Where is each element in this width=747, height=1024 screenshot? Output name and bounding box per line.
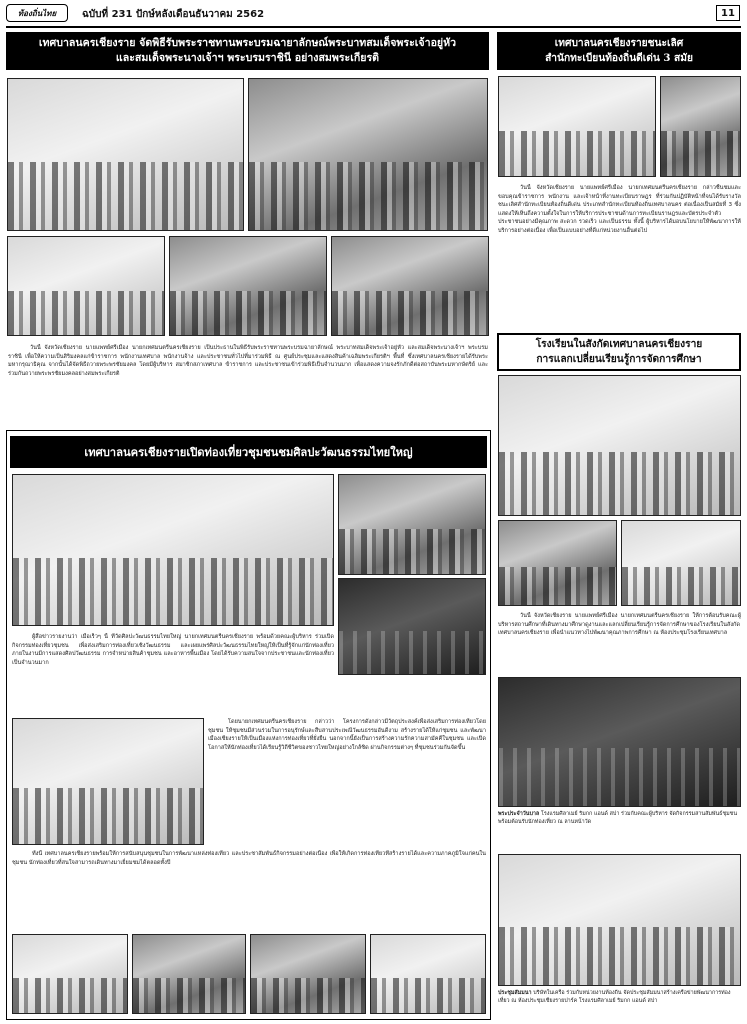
header-rule <box>6 26 741 28</box>
publication-logo: ท้องถิ่นไทย <box>6 4 68 22</box>
article2-photo-award <box>498 76 656 177</box>
article4-title-line1: โรงเรียนในสังกัดเทศบาลนครเชียงราย <box>535 338 703 350</box>
article4-photo-visit <box>498 375 741 516</box>
article1-photo-audience <box>331 236 489 336</box>
article3-photo-procession <box>132 934 246 1014</box>
article3-photo-crafts <box>250 934 366 1014</box>
masthead <box>6 4 741 24</box>
article4-headline <box>497 333 741 371</box>
article3-photo-pavilion <box>12 934 128 1014</box>
article2-headline <box>497 32 741 70</box>
caption2-text: บริษัทในเครือ ร่วมกับหน่วยงานท้องถิ่น จัดประชุมสัมมนาสร้างเครือข่ายพัฒนาการท่องเที่ยว ณ ห้องประชุมเชียงรายปาร์ค โรงแรมศิลาเมย์ ริมกก แอนด์ สปา <box>498 990 731 1004</box>
article3-body-side: โดยนายกเทศมนตรีนครเชียงราย กล่าวว่า โครงการดังกล่าวมีวัตถุประสงค์เพื่อส่งเสริมการท่องเที่ยวโดยชุมชน ให้ชุมชนมีส่วนร่วมในการอนุรักษ์และสืบสานประเพณีวัฒนธรรมอันดีงาม สร้างรายได้ให้แก่ชุมชน และพัฒนาเมืองเชียงรายให้เป็นเมืองแห่งการท่องเที่ยวที่ยั่งยืน นอกจากนี้ยังเป็นการสร้างความรักความสามัคคีในชุมชน และเปิดโอกาสให้นักท่องเที่ยวได้เรียนรู้วิถีชีวิตของชาวไทยใหญ่อย่างใกล้ชิด ผ่านกิจกรรมต่างๆ ที่ชุมชนร่วมกันจัดขึ้น <box>208 719 486 751</box>
article3-body-bottom: ทั้งนี้ เทศบาลนครเชียงรายพร้อมให้การสนับสนุนชุมชนในการพัฒนาแหล่งท่องเที่ยว และประชาสัมพันธ์กิจกรรมอย่างต่อเนื่อง เพื่อให้เกิดการท่องเที่ยวที่สร้างรายได้และความภาคภูมิใจแก่คนในชุมชน นักท่องเที่ยวที่สนใจสามารถเดินทางมาเยี่ยมชมได้ตลอดทั้งปี <box>12 851 486 866</box>
article3-photo-opening <box>12 474 334 626</box>
caption1-text: โรงแรมศิลาเมย์ ริมกก แอนด์ สปา ร่วมกับคณะผู้บริหาร จัดกิจกรรมสานสัมพันธ์ชุมชน พร้อมต้อนรับนักท่องเที่ยว ณ ลานหน้าวัด <box>498 811 738 825</box>
article3-photo-market <box>338 578 486 675</box>
article3-photo-dancers <box>12 718 204 845</box>
article1-photo-portrait <box>169 236 327 336</box>
article1-photo-speech <box>7 236 165 336</box>
article3-title: เทศบาลนครเชียงรายเปิดท่องเที่ยวชุมชนชมศิลปะวัฒนธรรมไทยใหญ่ <box>84 445 413 459</box>
issue-line: ฉบับที่ 231 ปักษ์หลังเดือนธันวาคม 2562 <box>82 9 265 20</box>
caption2 <box>498 989 741 1019</box>
article3-headline <box>10 436 487 468</box>
article4-photo-discussion <box>621 520 741 606</box>
article3-photo-visitors <box>338 474 486 575</box>
article4-body: วันนี้ จังหวัดเชียงราย นายแพทย์ศรีเมือง นายกเทศมนตรีนครเชียงราย ให้การต้อนรับคณะผู้บริหารสถานศึกษาที่เดินทางมาศึกษาดูงานและแลกเปลี่ยนเรียนรู้การจัดการศึกษาของโรงเรียนในสังกัดเทศบาลนครเชียงราย เพื่อนำแนวทางไปพัฒนาคุณภาพการศึกษา ณ ห้องประชุมโรงเรียนเทศบาล <box>498 613 741 637</box>
article3-body-top: ผู้สื่อข่าวรายงานว่า เมื่อเร็วๆ นี้ ที่วัดศิลปะวัฒนธรรมไทยใหญ่ นายกเทศมนตรีนครเชียงราย พร้อมด้วยคณะผู้บริหาร ร่วมเปิดกิจกรรมท่องเที่ยวชุมชน เพื่อส่งเสริมการท่องเที่ยวเชิงวัฒนธรรม และเผยแพร่ศิลปะวัฒนธรรมไทยใหญ่ให้เป็นที่รู้จักแก่นักท่องเที่ยว ภายในงานมีการแสดงศิลปวัฒนธรรม การจำหน่ายสินค้าชุมชน และอาหารพื้นเมือง โดยได้รับความสนใจจากประชาชนและนักท่องเที่ยวเป็นจำนวนมาก <box>12 634 334 666</box>
caption2-lead: ประชุมสัมมนา <box>498 990 532 996</box>
night-event-photo <box>498 677 741 807</box>
article1-headline <box>6 32 489 70</box>
article2-body: วันนี้ จังหวัดเชียงราย นายแพทย์ศรีเมือง นายกเทศมนตรีนครเชียงราย กล่าวชื่นชมและขอบคุณข้าราชการ พนักงาน และเจ้าหน้าที่งานทะเบียนราษฎร ที่ร่วมกันปฏิบัติหน้าที่จนได้รับรางวัลชนะเลิศสำนักทะเบียนท้องถิ่นดีเด่น ประเภทสำนักทะเบียนท้องถิ่นเทศบาลนคร ต่อเนื่องเป็นสมัยที่ 3 ซึ่งแสดงให้เห็นถึงความตั้งใจในการให้บริการประชาชนด้านการทะเบียนราษฎรและบัตรประจำตัวประชาชนอย่างมีคุณภาพ สะดวก รวดเร็ว และเป็นธรรม ทั้งนี้ ผู้บริหารได้มอบนโยบายให้พัฒนาการให้บริการอย่างต่อเนื่อง เพื่อเป็นแบบอย่างที่ดีแก่หน่วยงานอื่นต่อไป <box>498 185 741 234</box>
page-number: 11 <box>716 5 740 21</box>
seminar-photo <box>498 854 741 986</box>
article2-photo-staff <box>660 76 741 177</box>
article2-title-line1: เทศบาลนครเชียงรายชนะเลิศ <box>554 37 684 49</box>
article1-photo-ceremony <box>248 78 488 231</box>
article1-body: วันนี้ จังหวัดเชียงราย นายแพทย์ศรีเมือง นายกเทศมนตรีนครเชียงราย เป็นประธานในพิธีรับพระราชทานพระบรมฉายาลักษณ์ พระบาทสมเด็จพระเจ้าอยู่หัว และสมเด็จพระนางเจ้าฯ พระบรมราชินี เพื่อให้ความเป็นสิริมงคลแก่ข้าราชการ พนักงานเทศบาล พนักงานจ้าง และประชาชนทั่วไปที่มาร่วมพิธี ณ ศูนย์ประชุมและแสดงสินค้าเฉลิมพระเกียรติฯ พื้นที่ ซึ่งเทศบาลนครเชียงรายได้รับพระมหากรุณาธิคุณ จากนั้นได้จัดพิธีถวายพระพรชัยมงคล โดยมีผู้บริหาร สมาชิกสภาเทศบาล ข้าราชการ และประชาชนเข้าร่วมพิธีเป็นจำนวนมาก เพื่อแสดงความจงรักภักดีต่อสถาบันพระมหากษัตริย์ และร่วมกันถวายพระพรชัยมงคลอย่างสมพระเกียรติ <box>8 345 488 377</box>
article1-title-line2: และสมเด็จพระนางเจ้าฯ พระบรมราชินี อย่างสมพระเกียรติ <box>115 52 380 64</box>
article1-photo-group <box>7 78 244 231</box>
caption1 <box>498 810 741 850</box>
caption1-lead: พระประจำวันบาล <box>498 811 540 817</box>
article1-title-line1: เทศบาลนครเชียงราย จัดพิธีรับพระราชทานพระบรมฉายาลักษณ์พระบาทสมเด็จพระเจ้าอยู่หัว <box>38 37 457 49</box>
article4-title-line2: การแลกเปลี่ยนเรียนรู้การจัดการศึกษา <box>536 353 702 365</box>
article4-photo-meeting <box>498 520 617 606</box>
article2-title-line2: สำนักทะเบียนท้องถิ่นดีเด่น 3 สมัย <box>545 52 693 64</box>
article3-photo-food <box>370 934 486 1014</box>
